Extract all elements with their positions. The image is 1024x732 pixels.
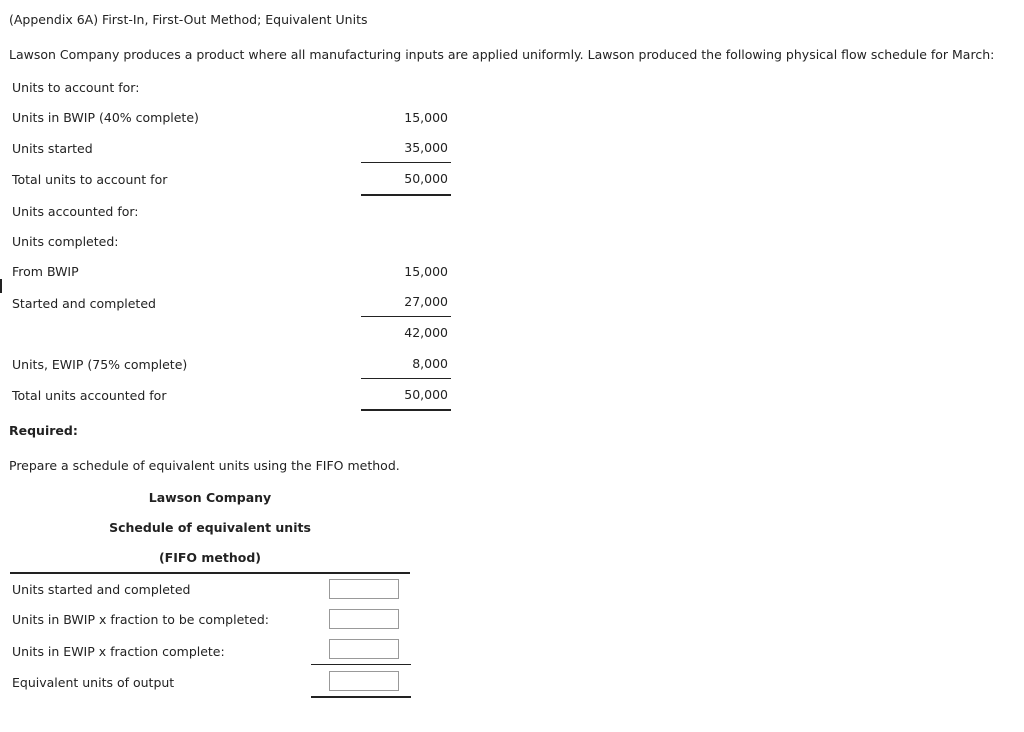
total-to-account-value: 50,000 [404,171,448,186]
divider [311,664,411,665]
bwip-value: 15,000 [404,110,448,125]
divider [361,378,451,379]
divider [361,162,451,163]
required-heading: Required: [9,423,78,438]
double-rule [311,696,411,698]
ewip-fraction-input[interactable] [329,639,399,659]
total-accounted-label: Total units accounted for [12,388,167,403]
divider [361,316,451,317]
double-rule [361,409,451,411]
started-completed-value: 27,000 [404,294,448,309]
ewip-value: 8,000 [412,356,448,371]
row-marker [0,279,2,293]
from-bwip-label: From BWIP [12,264,79,279]
equivalent-units-input[interactable] [329,671,399,691]
schedule-company: Lawson Company [148,490,272,505]
units-completed-heading: Units completed: [12,234,119,249]
schedule-row-label: Equivalent units of output [12,675,175,690]
page-title: (Appendix 6A) First-In, First-Out Method; Equivalent Units [9,12,368,27]
bwip-label: Units in BWIP (40% complete) [12,110,199,125]
units-accounted-for-heading: Units accounted for: [12,204,139,219]
schedule-row-label: Units in BWIP x fraction to be completed: [12,612,270,627]
units-to-account-for-heading: Units to account for: [12,80,140,95]
started-completed-input[interactable] [329,579,399,599]
from-bwip-value: 15,000 [404,264,448,279]
started-completed-label: Started and completed [12,296,156,311]
total-accounted-value: 50,000 [404,387,448,402]
ewip-label: Units, EWIP (75% complete) [12,357,188,372]
units-started-label: Units started [12,141,93,156]
completed-subtotal-value: 42,000 [404,325,448,340]
schedule-row-label: Units in EWIP x fraction complete: [12,644,225,659]
double-rule [361,194,451,196]
schedule-header-rule [10,572,410,574]
schedule-row-label: Units started and completed [12,582,191,597]
schedule-title: Schedule of equivalent units [109,520,311,535]
schedule-method: (FIFO method) [158,550,262,565]
problem-intro: Lawson Company produces a product where all manufacturing inputs are applied uniformly. Lawson produced the following physical flow schedule for March: [9,47,995,62]
total-to-account-label: Total units to account for [12,172,168,187]
required-instruction: Prepare a schedule of equivalent units using the FIFO method. [9,458,400,473]
units-started-value: 35,000 [404,140,448,155]
bwip-fraction-input[interactable] [329,609,399,629]
